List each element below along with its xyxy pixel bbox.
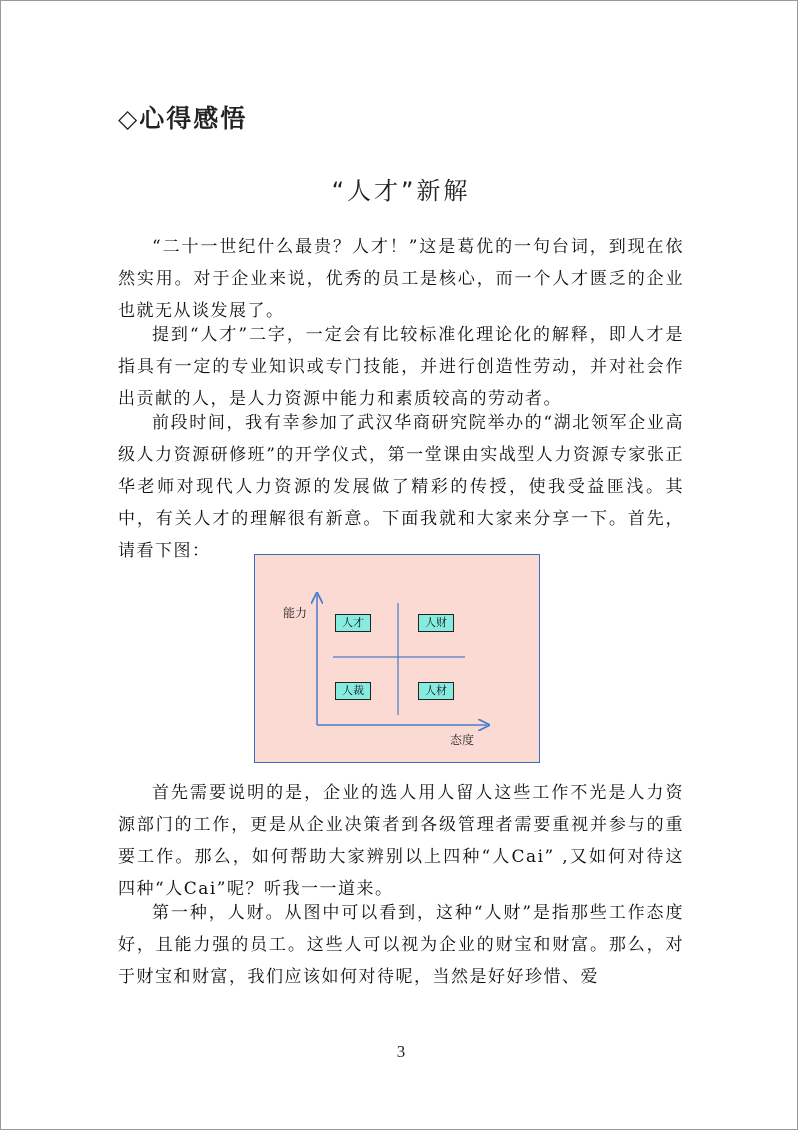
- y-axis-label: 能力: [283, 606, 308, 620]
- diagram-axes: [255, 555, 541, 764]
- page-number: 3: [396, 1042, 406, 1061]
- section-heading: ◇心得感悟: [118, 104, 248, 133]
- paragraph-1: “二十一世纪什么最贵？人才！”这是葛优的一句台词，到现在依然实用。对于企业来说，优秀的员工是核心，而一个人才匮乏的企业也就无从谈发展了。: [118, 237, 684, 321]
- x-axis-label: 态度: [450, 733, 475, 747]
- article-title: “人才”新解: [331, 177, 471, 205]
- paragraph-2: 提到“人才”二字，一定会有比较标准化理论化的解释，即人才是指具有一定的专业知识或专门技能，并进行创造性劳动，并对社会作出贡献的人，是人力资源中能力和素质较高的劳动者。: [118, 325, 684, 409]
- paragraph-5: 第一种，人财。从图中可以看到，这种“人财”是指那些工作态度好，且能力强的员工。这些人可以视为企业的财宝和财富。那么，对于财宝和财富，我们应该如何对待呢，当然是好好珍惜、爱: [118, 903, 684, 987]
- quadrant-bottom-right: 人材: [418, 682, 454, 700]
- paragraph-4: 首先需要说明的是，企业的选人用人留人这些工作不光是人力资源部门的工作，更是从企业决策者到各级管理者需要重视并参与的重要工作。那么，如何帮助大家辨别以上四种“人Cai” ,又如何对待这四种“人Cai”呢？听我一一道来。: [118, 783, 684, 899]
- quadrant-top-right: 人财: [418, 614, 454, 632]
- paragraph-3: 前段时间，我有幸参加了武汉华商研究院举办的“湖北领军企业高级人力资源研修班”的开学仪式，第一堂课由实战型人力资源专家张正华老师对现代人力资源的发展做了精彩的传授，使我受益匪浅。其中，有关人才的理解很有新意。下面我就和大家来分享一下。首先，请看下图：: [118, 413, 684, 561]
- quadrant-bottom-left: 人裁: [335, 682, 371, 700]
- talent-quadrant-diagram: [254, 554, 540, 763]
- quadrant-top-left: 人才: [335, 614, 371, 632]
